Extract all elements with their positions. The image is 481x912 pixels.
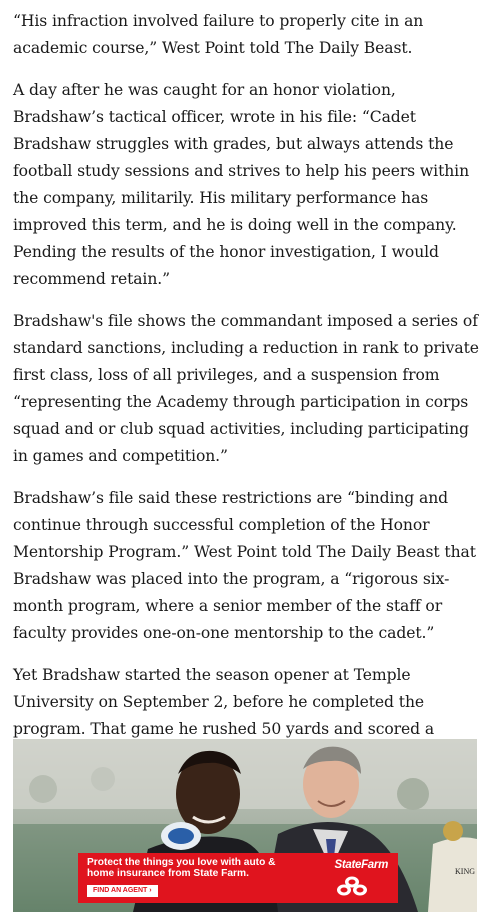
state-farm-logo-icon [334,876,370,896]
ad-headline: Protect the things you love with auto & home insurance from State Farm. [87,857,276,879]
article-body [13,8,479,785]
article-paragraph: Yet Bradshaw started the season opener at Temple University on September 2, before he completed the program. That game he rushed 50 yards and scored a [13,666,435,738]
jersey-lettering: KING [455,867,475,876]
find-agent-label: FIND AN AGENT [93,887,148,894]
article-paragraph: “His infraction involved failure to properly cite in an academic course,” West Point told The Daily Beast. [13,12,424,57]
chevron-right-icon: › [149,887,152,894]
article-paragraph: Bradshaw’s file said these restrictions are “binding and continue through successful completion of the Honor Mentorship Program.” West Point told The Daily Beast that Bradshaw was placed into the program, a “rigorous six-month program, where a senior member of the staff or faculty provides one-on-one mentorship to the cadet.” [13,489,476,642]
article-paragraph: A day after he was caught for an honor violation, Bradshaw’s tactical officer, wrote in his file: “Cadet Bradshaw struggles with grades, but always attends the football study sessions and strives to help his peers within the company, militarily. His military performance has improved this term, and he is doing well in the company. Pending the results of the honor investigation, I would recommend retain.” [13,81,470,288]
state-farm-ad-banner[interactable] [78,853,398,903]
ad-brand: StateFarm [334,859,388,871]
article-paragraph: Bradshaw's file shows the commandant imposed a series of standard sanctions, including a reduction in rank to private first class, loss of all privileges, and a suspension from “representing the Academy through participation in corps squad and or club squad activities, including participating in games and competition.” [13,312,479,465]
find-agent-button[interactable] [87,885,158,897]
article-photo [13,739,477,912]
